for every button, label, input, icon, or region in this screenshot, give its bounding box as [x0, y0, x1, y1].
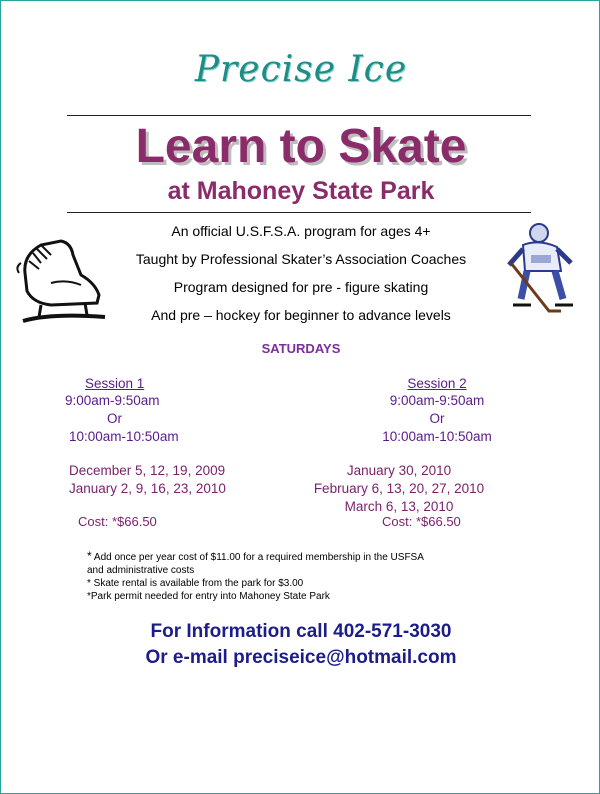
page-subtitle: at Mahoney State Park: [167, 177, 435, 205]
session-1-time-1: 9:00am-9:50am: [65, 393, 160, 408]
brand-name: Precise Ice: [194, 49, 408, 90]
top-divider: [67, 115, 531, 116]
session-2-or: Or: [429, 411, 445, 426]
intro-line: An official U.S.F.S.A. program for ages 4+: [171, 223, 431, 239]
footnotes: [87, 550, 527, 603]
bottom-divider: [67, 212, 531, 213]
date-line: January 30, 2010: [346, 463, 452, 478]
intro-line: And pre – hockey for beginner to advance levels: [151, 307, 451, 323]
date-line: December 5, 12, 19, 2009: [69, 463, 226, 478]
session-1-or: Or: [107, 411, 122, 426]
footnote-1: Add once per year cost of $11.00 for a required membership in the USFSA: [91, 552, 424, 563]
intro-line: Program designed for pre - figure skating: [173, 279, 429, 295]
hockey-player-icon: [501, 219, 585, 319]
footnote-3: *Park permit needed for entry into Mahoney State Park: [87, 591, 330, 602]
contact-email: Or e-mail preciseice@hotmail.com: [145, 647, 457, 668]
session-2-time-2: 10:00am-10:50am: [382, 429, 492, 444]
session-2: [367, 375, 507, 446]
session-2-heading: Session 2: [407, 376, 467, 391]
contact-phone: For Information call 402-571-3030: [150, 621, 452, 642]
session-2-cost: Cost: *$66.50: [382, 514, 461, 529]
session-2-time-1: 9:00am-9:50am: [389, 393, 485, 408]
footnote-star: *: [87, 549, 92, 563]
session-2-dates: [299, 462, 499, 516]
schedule-day-heading: SATURDAYS: [261, 341, 341, 356]
date-line: February 6, 13, 20, 27, 2010: [313, 481, 485, 496]
date-line: March 6, 13, 2010: [344, 499, 454, 514]
session-1-dates: [69, 462, 309, 498]
footnote-2: * Skate rental is available from the park for $3.00: [87, 578, 304, 589]
session-1: [65, 375, 209, 446]
session-1-time-2: 10:00am-10:50am: [69, 429, 179, 444]
footnote-1-continued: and administrative costs: [87, 565, 195, 576]
intro-line: Taught by Professional Skater’s Association Coaches: [135, 251, 467, 267]
date-line: January 2, 9, 16, 23, 2010: [69, 481, 226, 496]
page-title: Learn to Skate: [135, 120, 467, 173]
session-1-cost: Cost: *$66.50: [78, 514, 157, 529]
figure-skate-icon: [11, 233, 111, 333]
session-1-heading: Session 1: [85, 376, 145, 391]
